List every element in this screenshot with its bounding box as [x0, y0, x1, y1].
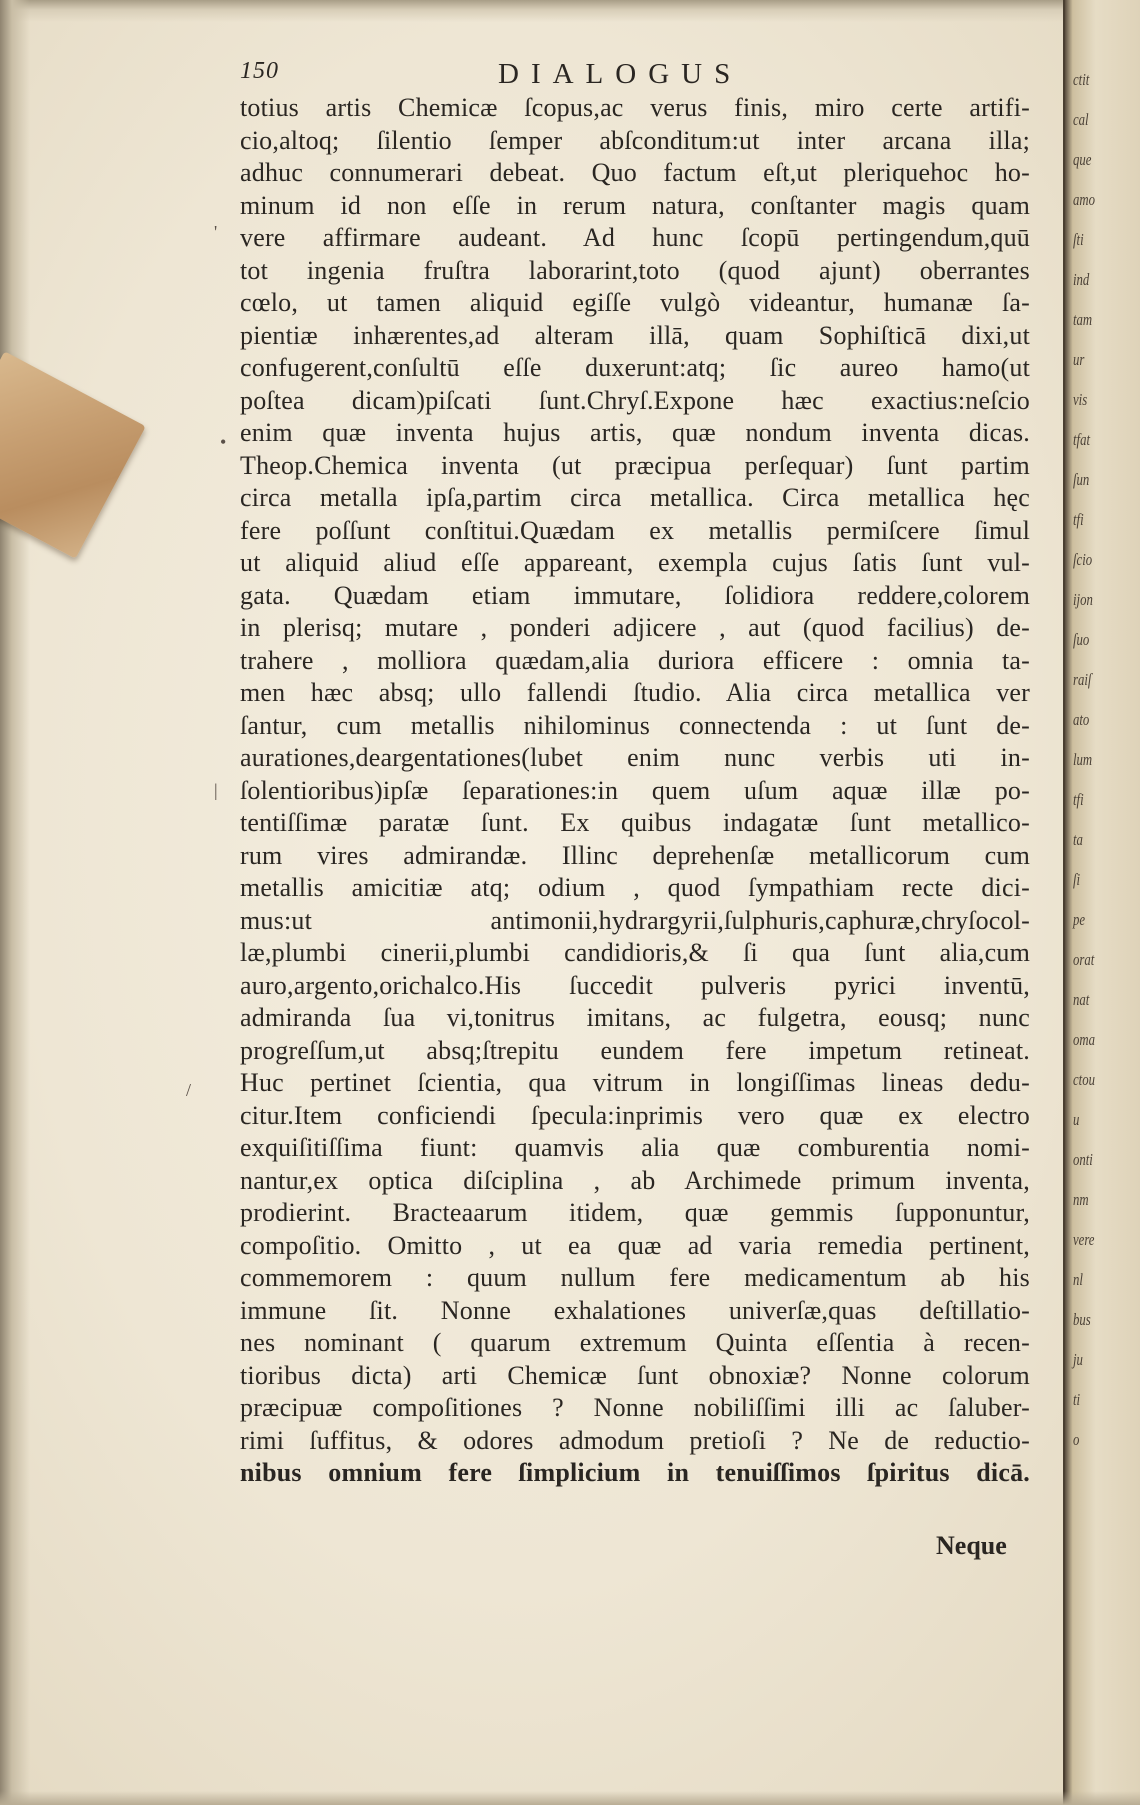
adjacent-page-fragment: vere	[1073, 1230, 1095, 1249]
text-line: fere poſſunt conſtitui.Quædam ex metallis permiſcere ſimul	[240, 515, 1030, 545]
adjacent-page-fragment: ur	[1073, 350, 1085, 369]
catchword: Neque	[936, 1531, 1007, 1560]
adjacent-page-fragment: tam	[1073, 310, 1093, 329]
text-line: citur.Item conficiendi ſpecula:inprimis vero quæ ex electro	[240, 1100, 1030, 1130]
page-bottom-shadow	[0, 1791, 1140, 1805]
text-line: men hæc absq; ullo fallendi ſtudio. Alia circa metallica ver	[240, 678, 1030, 707]
adjacent-page-fragment: lum	[1073, 750, 1093, 769]
adjacent-page-fragment: ti	[1073, 1390, 1081, 1409]
adjacent-page-fragment: ſuo	[1073, 630, 1090, 649]
text-line: nibus omnium fere ſimplicium in tenuiſſimos ſpiritus dicā.	[240, 1458, 1030, 1487]
adjacent-page-fragment: oma	[1073, 1030, 1095, 1049]
text-line: compoſitio. Omitto , ut ea quæ ad varia remedia pertinent,	[240, 1230, 1030, 1260]
text-line: rimi ſuffitus, & odores admodum pretioſi ? Ne de reductio-	[240, 1425, 1030, 1455]
adjacent-page-fragment: ſun	[1073, 470, 1090, 489]
text-line: vere affirmare audeant. Ad hunc ſcopū pertingendum,quū	[240, 223, 1030, 252]
text-line: admiranda ſua vi,tonitrus imitans, ac fulgetra, eousq; nunc	[240, 1003, 1030, 1032]
page-number: 150	[240, 58, 279, 84]
text-line: gata. Quædam etiam immutare, ſolidiora reddere,colorem	[240, 580, 1030, 610]
adjacent-page-fragment: cal	[1073, 110, 1089, 129]
adjacent-page-fragment: nm	[1073, 1190, 1089, 1209]
text-line: trahere , molliora quædam,alia duriora efficere : omnia ta-	[240, 645, 1030, 675]
adjacent-page-fragment: tfi	[1073, 790, 1084, 809]
text-line: adhuc connumerari debeat. Quo factum eſt,ut pleriquehoc ho-	[240, 158, 1030, 187]
text-line: rum vires admirandæ. Illinc deprehenſæ metallicorum cum	[240, 840, 1030, 870]
text-line: pientiæ inhærentes,ad alteram illā, quam Sophiſticā dixi,ut	[240, 320, 1030, 350]
adjacent-page-fragment: ctit	[1073, 70, 1090, 89]
text-line: ut aliquid aliud eſſe appareant, exempla cujus ſatis ſunt vul-	[240, 548, 1030, 577]
text-line: commemorem : quum nullum fere medicamentum ab his	[240, 1263, 1030, 1292]
text-line: in plerisq; mutare , ponderi adjicere , aut (quod facilius) de-	[240, 613, 1030, 642]
adjacent-page-fragment: ſcio	[1073, 550, 1093, 569]
adjacent-page-fragment: ctou	[1073, 1070, 1095, 1089]
text-line: Huc pertinet ſcientia, qua vitrum in longiſſimas lineas dedu-	[240, 1068, 1030, 1097]
margin-dot-mark: •	[220, 432, 227, 452]
adjacent-page-fragment: ind	[1073, 270, 1090, 289]
adjacent-page-fragment: vis	[1073, 390, 1088, 409]
body-text	[240, 92, 1030, 1490]
text-line: auro,argento,orichalco.His ſuccedit pulveris pyrici inventū,	[240, 970, 1030, 1000]
adjacent-page-fragment: ato	[1073, 710, 1090, 729]
adjacent-page-fragment: nat	[1073, 990, 1090, 1009]
adjacent-page-fragment: ta	[1073, 830, 1083, 849]
text-line: tentiſſimæ paratæ ſunt. Ex quibus indagatæ ſunt metallico-	[240, 808, 1030, 837]
text-line: mus:ut antimonii,hydrargyrii,ſulphuris,caphuræ,chryſocol-	[240, 905, 1030, 935]
margin-tick-mark: |	[214, 780, 218, 800]
adjacent-page-edge	[1063, 0, 1140, 1805]
text-line: læ,plumbi cinerii,plumbi candidioris,& ſi qua ſunt alia,cum	[240, 938, 1030, 967]
text-line: minum id non eſſe in rerum natura, conſtanter magis quam	[240, 190, 1030, 220]
text-line: poſtea dicam)piſcati ſunt.Chryſ.Expone hæc exactius:neſcio	[240, 385, 1030, 415]
adjacent-page-fragment: raiſ	[1073, 670, 1092, 689]
adjacent-page-fragment: tfat	[1073, 430, 1091, 449]
text-line: totius artis Chemicæ ſcopus,ac verus finis, miro certe artifi-	[240, 93, 1030, 122]
text-line: nantur,ex optica diſciplina , ab Archimede primum inventa,	[240, 1165, 1030, 1195]
adjacent-page-fragment: pe	[1073, 910, 1086, 929]
text-line: cœlo, ut tamen aliquid egiſſe vulgò videantur, humanæ ſa-	[240, 288, 1030, 317]
text-line: ſolentioribus)ipſæ ſeparationes:in quem uſum aquæ illæ po-	[240, 775, 1030, 805]
text-line: confugerent,conſultū eſſe duxerunt:atq; ſic aureo hamo(ut	[240, 353, 1030, 382]
adjacent-page-fragment: ju	[1073, 1350, 1083, 1369]
wood-sample-strip	[0, 351, 146, 559]
page-top-shadow	[0, 0, 1140, 22]
text-line: circa metalla ipſa,partim circa metallica. Circa metallica hęc	[240, 483, 1030, 512]
adjacent-page-fragment: u	[1073, 1110, 1080, 1129]
text-line: Theop.Chemica inventa (ut præcipua perſequar) ſunt partim	[240, 450, 1030, 480]
adjacent-page-fragment: que	[1073, 150, 1092, 169]
adjacent-page-fragment: amo	[1073, 190, 1095, 209]
text-line: aurationes,deargentationes(lubet enim nunc verbis uti in-	[240, 743, 1030, 772]
text-line: progreſſum,ut absq;ſtrepitu eundem fere impetum retineat.	[240, 1035, 1030, 1065]
adjacent-page-fragment: ijon	[1073, 590, 1093, 609]
adjacent-page-fragment: ſi	[1073, 870, 1081, 889]
text-line: exquiſitiſſima fiunt: quamvis alia quæ comburentia nomi-	[240, 1133, 1030, 1162]
adjacent-page-fragment: tfi	[1073, 510, 1084, 529]
text-line: metallis amicitiæ atq; odium , quod ſympathiam recte dici-	[240, 873, 1030, 902]
text-line: tioribus dicta) arti Chemicæ ſunt obnoxiæ? Nonne colorum	[240, 1360, 1030, 1390]
page-header	[240, 58, 800, 88]
adjacent-page-fragment: nl	[1073, 1270, 1083, 1289]
adjacent-page-fragment: ſti	[1073, 230, 1084, 249]
margin-tick-mark: '	[214, 222, 218, 242]
margin-slash-mark: /	[186, 1080, 192, 1100]
text-line: ſantur, cum metallis nihilominus connectenda : ut ſunt de-	[240, 710, 1030, 740]
adjacent-page-fragment: orat	[1073, 950, 1095, 969]
running-head: DIALOGUS	[498, 58, 743, 90]
adjacent-page-fragment: o	[1073, 1430, 1080, 1449]
text-line: immune ſit. Nonne exhalationes univerſæ,quas deſtillatio-	[240, 1295, 1030, 1325]
text-line: tot ingenia fruſtra laborarint,toto (quod ajunt) oberrantes	[240, 255, 1030, 285]
text-line: enim quæ inventa hujus artis, quæ nondum inventa dicas.	[240, 418, 1030, 447]
book-spine	[0, 0, 30, 1805]
adjacent-page-fragment: bus	[1073, 1310, 1091, 1329]
text-line: prodierint. Bracteaarum itidem, quæ gemmis ſupponuntur,	[240, 1198, 1030, 1227]
text-line: cio,altoq; ſilentio ſemper abſconditum:ut inter arcana illa;	[240, 125, 1030, 155]
adjacent-page-fragment: onti	[1073, 1150, 1093, 1169]
text-line: præcipuæ compoſitiones ? Nonne nobiliſſimi illi ac ſaluber-	[240, 1393, 1030, 1422]
text-line: nes nominant ( quarum extremum Quinta eſſentia à recen-	[240, 1328, 1030, 1357]
